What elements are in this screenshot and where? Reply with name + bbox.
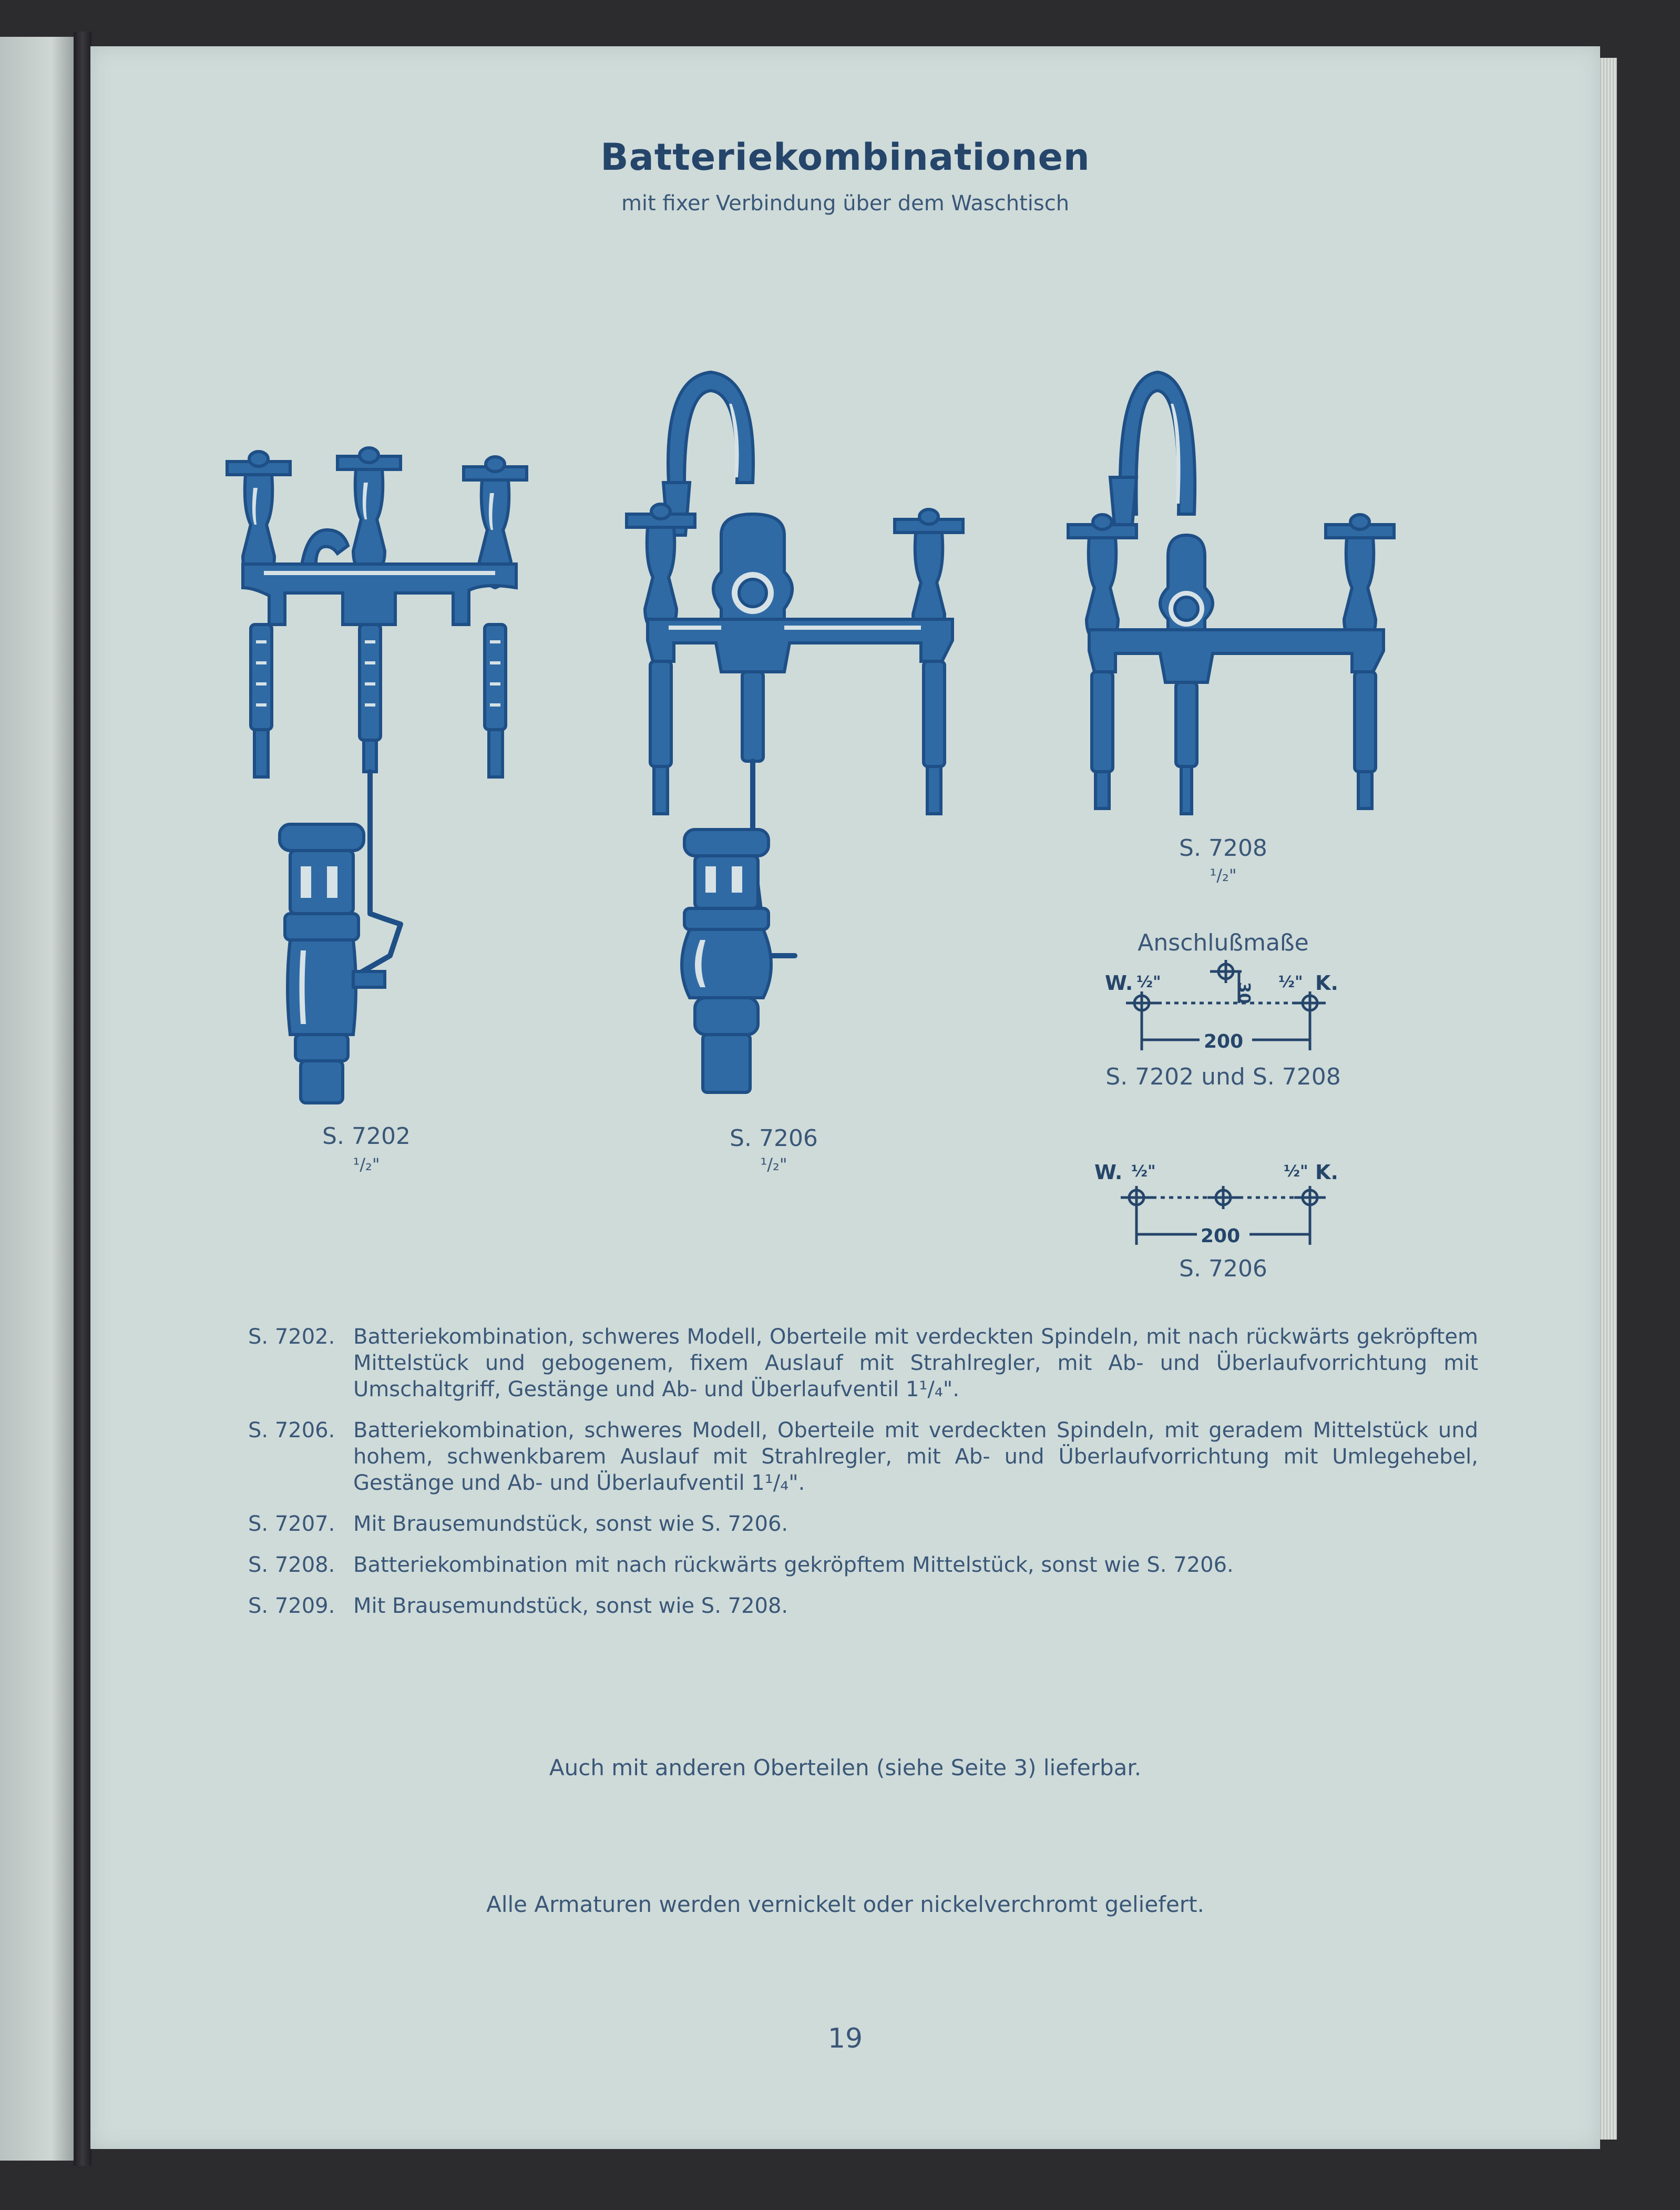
faucet-s7206-illustration xyxy=(627,346,974,1113)
note-finish: Alle Armaturen werden vernickelt oder nickelverchromt geliefert. xyxy=(486,1891,1204,1917)
page-subtitle: mit fixer Verbindung über dem Waschtisch xyxy=(621,191,1070,216)
dim2-span: 200 xyxy=(1201,1225,1241,1247)
description-row xyxy=(248,1552,1478,1578)
model-label-s7208: S. 7208 xyxy=(1179,835,1267,862)
dim2-k-label: K. xyxy=(1315,1161,1338,1184)
description-code: S. 7209. xyxy=(248,1594,335,1618)
note-other-tops: Auch mit anderen Oberteilen (siehe Seite 3) lieferbar. xyxy=(549,1755,1142,1781)
dim2-left-size: ½" xyxy=(1131,1162,1156,1181)
description-code: S. 7207. xyxy=(248,1512,335,1536)
connection-diagram-7206 xyxy=(1089,1150,1384,1271)
faucet-s7208-illustration xyxy=(1068,346,1405,830)
description-text: Batteriekombination mit nach rückwärts gekröpftem Mittelstück, sonst wie S. 7206. xyxy=(353,1553,1234,1577)
dim-k-label: K. xyxy=(1315,971,1338,995)
page-number: 19 xyxy=(827,2023,863,2054)
description-row xyxy=(248,1324,1478,1403)
valve-center-head xyxy=(337,448,401,577)
description-row xyxy=(248,1417,1478,1496)
model-label-s7206: S. 7206 xyxy=(730,1125,818,1152)
description-row xyxy=(248,1511,1478,1537)
size-label-s7202: ¹/₂" xyxy=(353,1154,380,1174)
faucet-s7202-illustration xyxy=(222,451,548,1113)
description-code: S. 7208. xyxy=(248,1553,335,1577)
connection-caption-2: S. 7206 xyxy=(1179,1255,1267,1282)
connection-heading: Anschlußmaße xyxy=(1138,929,1309,956)
description-code: S. 7202. xyxy=(248,1325,335,1349)
dim2-right-size: ½" xyxy=(1284,1162,1308,1181)
description-row xyxy=(248,1593,1478,1619)
gooseneck-spout xyxy=(668,372,753,483)
description-code: S. 7206. xyxy=(248,1418,335,1442)
book-gutter xyxy=(74,32,91,2166)
description-text: Batteriekombination, schweres Modell, Oberteile mit verdeckten Spindeln, mit geradem Mittelstück und hohem, schwenkbarem Auslauf mit Strahlregler, mit Ab- und Überlaufvorrichtung mit Umlegehebel, Gestänge und Ab- und Überlaufventil 1¹/₄". xyxy=(353,1418,1478,1495)
description-text: Batteriekombination, schweres Modell, Oberteile mit verdeckten Spindeln, mit nach rückwärts gekröpftem Mittelstück und gebogenem, fixem Auslauf mit Strahlregler, mit Ab- und Überlaufvorrichtung mit Umschaltgriff, Gestänge und Ab- und Überlaufventil 1¹/₄". xyxy=(353,1325,1478,1401)
catalog-page xyxy=(90,46,1600,2149)
description-text: Mit Brausemundstück, sonst wie S. 7208. xyxy=(353,1594,788,1618)
page-stack-edge xyxy=(1598,58,1617,2140)
page-title: Batteriekombinationen xyxy=(600,136,1090,179)
dim-span: 200 xyxy=(1204,1031,1244,1052)
dim-offset: 30 xyxy=(1235,982,1253,1004)
dim-w-label: W. xyxy=(1105,971,1133,995)
dim-right-size: ½" xyxy=(1278,973,1303,991)
description-text: Mit Brausemundstück, sonst wie S. 7206. xyxy=(353,1512,788,1536)
model-label-s7202: S. 7202 xyxy=(322,1123,411,1150)
connection-caption-1: S. 7202 und S. 7208 xyxy=(1105,1063,1341,1090)
left-page-edge xyxy=(0,37,74,2161)
dim-left-size: ½" xyxy=(1136,973,1161,991)
dim2-w-label: W. xyxy=(1094,1161,1123,1184)
size-label-s7206: ¹/₂" xyxy=(760,1154,787,1174)
product-descriptions xyxy=(248,1324,1478,1634)
size-label-s7208: ¹/₂" xyxy=(1210,865,1237,885)
